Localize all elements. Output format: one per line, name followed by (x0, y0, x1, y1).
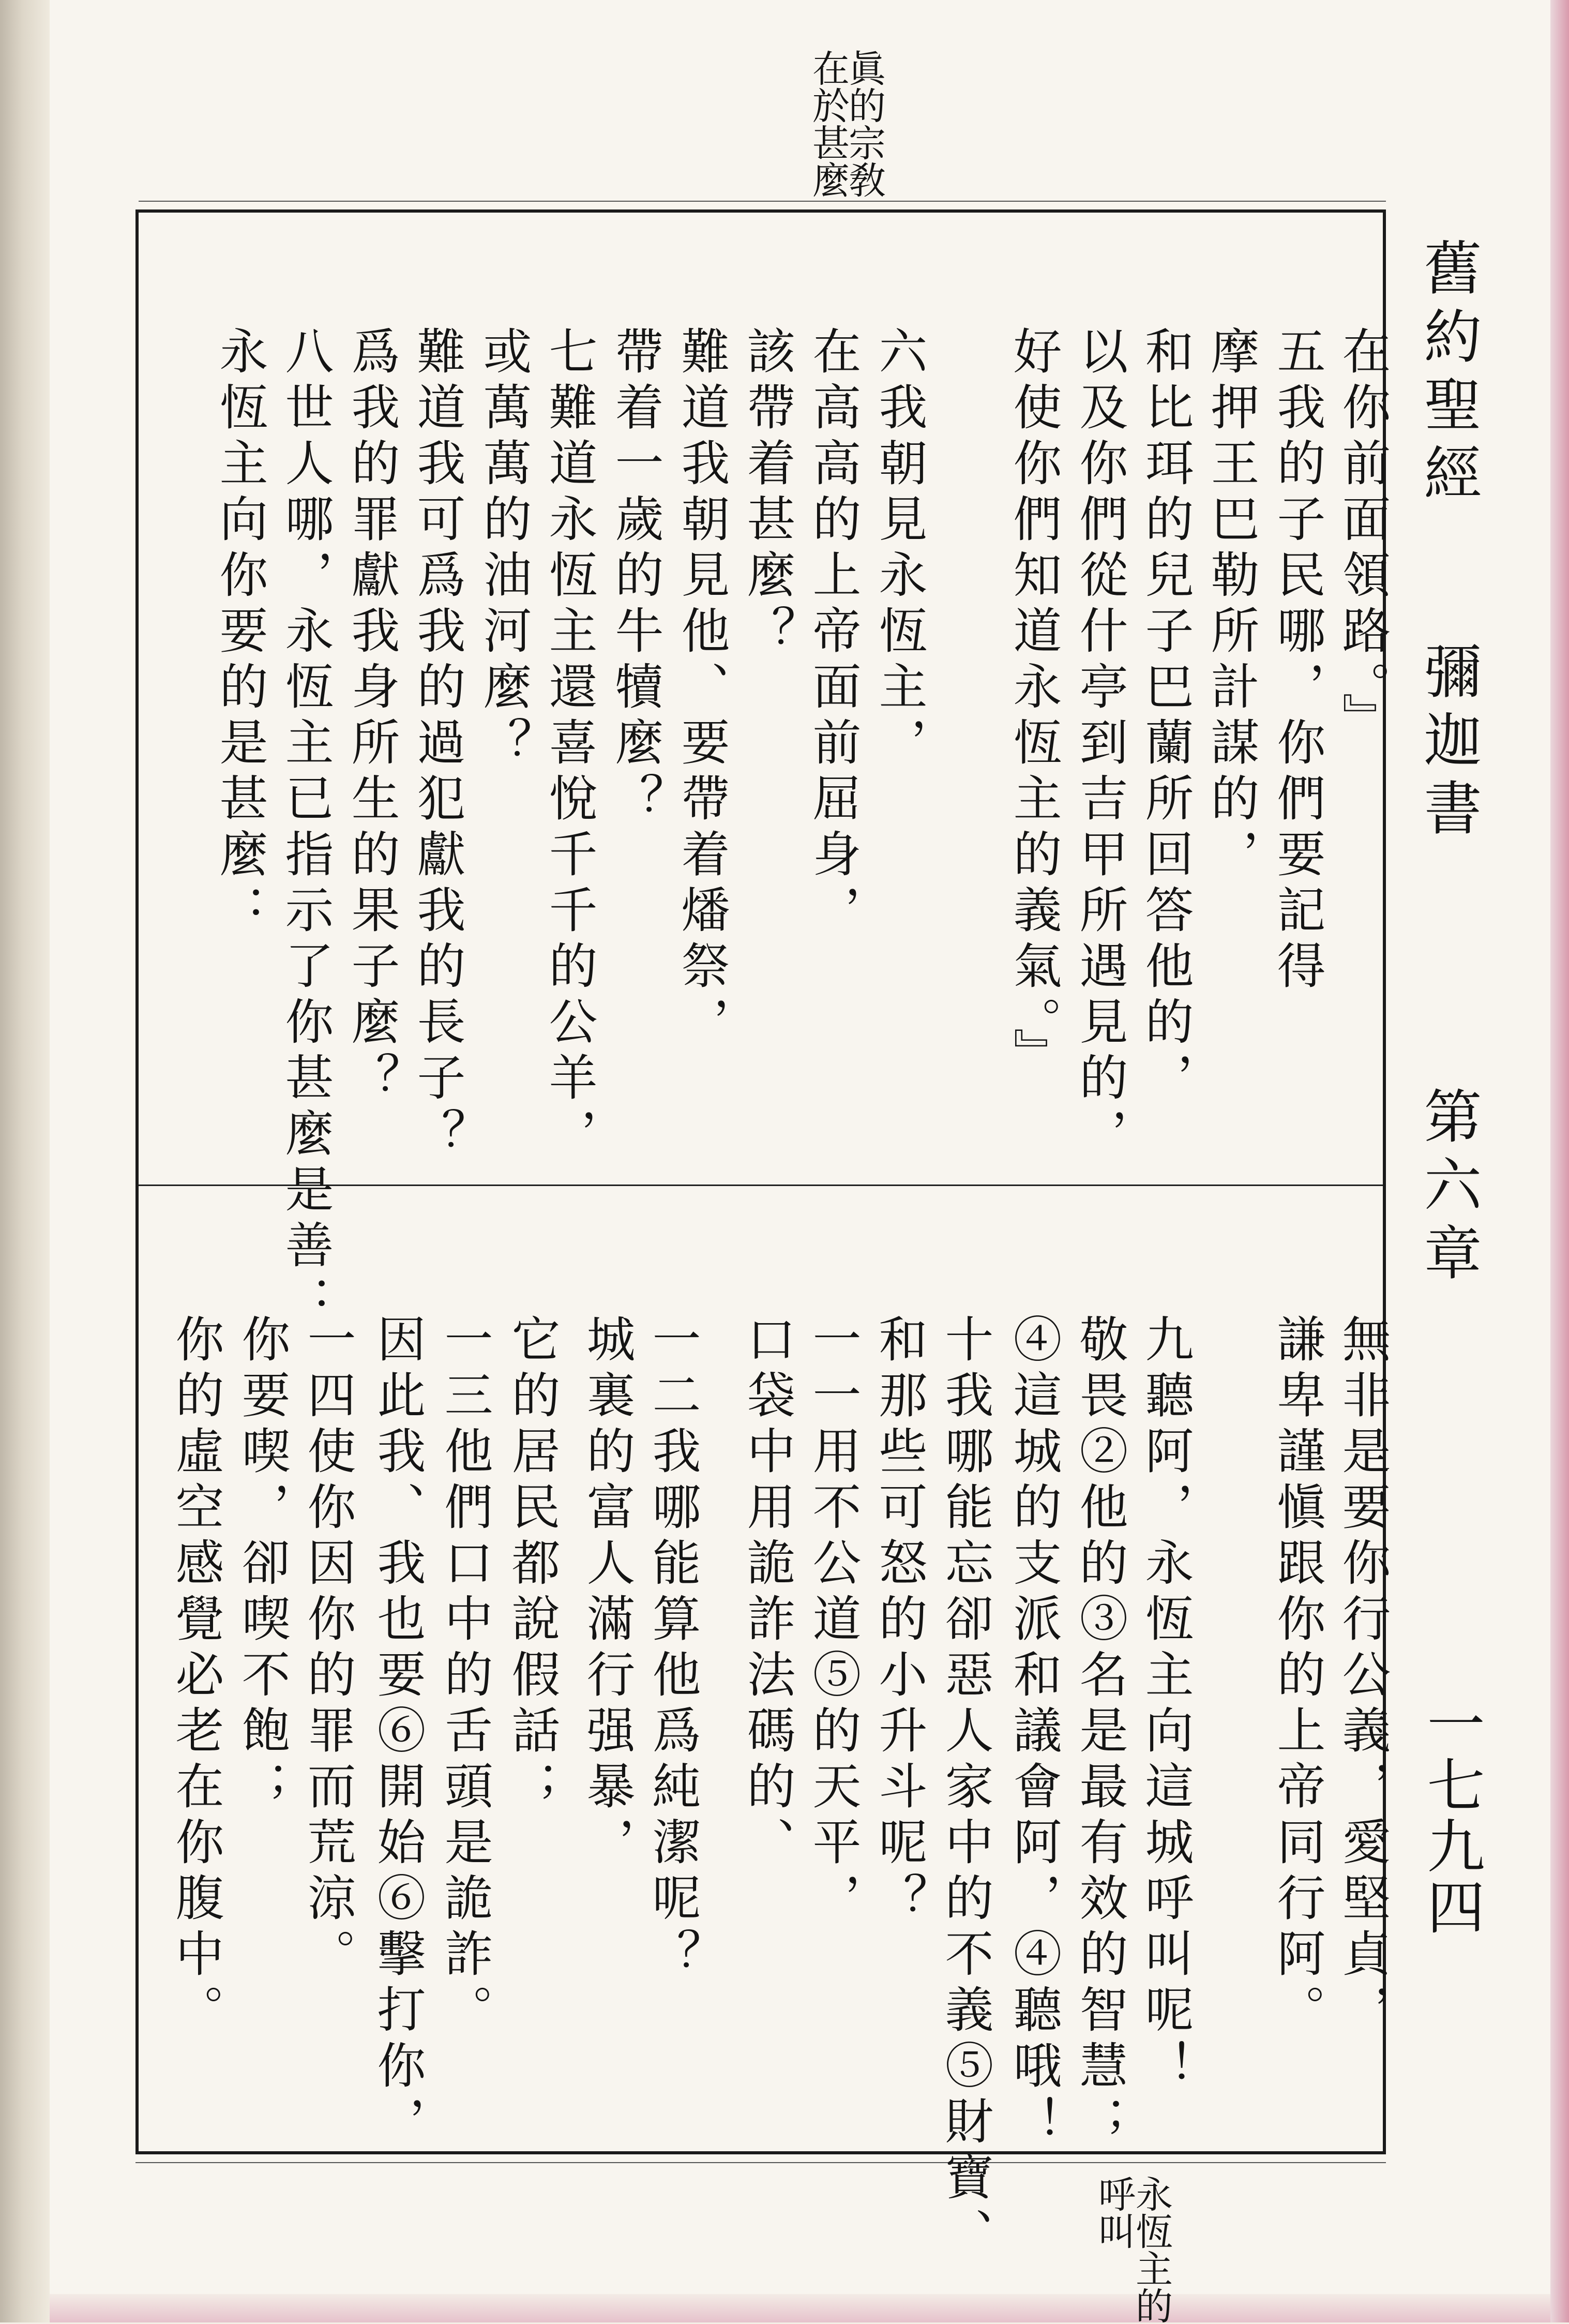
verse-line: 無非是要你行公義，愛堅貞， (1334, 1314, 1390, 2040)
verse-line: 一三他們口中的舌頭是詭詐。 (436, 1314, 492, 2040)
verse-line: 永恆主向你要的是甚麼： (211, 326, 267, 940)
verse-line: 一一用不公道⑤的天平， (804, 1314, 861, 1928)
verse-line: 在高高的上帝面前屈身， (804, 326, 861, 940)
verse-line: ④這城的支派和議會阿，④聽哦！ (1005, 1314, 1061, 2152)
side-topic-bottom-line-1: 永恆主的 (1129, 2175, 1173, 2324)
book-name: 彌迦書 (1414, 641, 1482, 846)
chapter-heading: 第六章 (1414, 1086, 1482, 1291)
verse-line: 七難道永恆主還喜悅千千的公羊， (540, 326, 597, 1164)
verse-line: 敬畏②他的③名是最有效的智慧； (1071, 1314, 1127, 2152)
verse-line: 難道我朝見他、要帶着燔祭， (673, 326, 729, 1052)
verse-line: 帶着一歲的牛犢麼？ (607, 326, 663, 829)
verse-line: 八世人哪，永恆主已指示了你甚麼是善： (277, 326, 333, 1331)
verse-line: 五我的子民哪，你們要記得 (1269, 326, 1325, 996)
verse-line: 該帶着甚麼？ (738, 326, 795, 661)
verse-line: 以及你們從什亭到吉甲所遇見的， (1071, 326, 1127, 1164)
verse-line: 和那些可怒的小升斗呢？ (870, 1314, 927, 1928)
verse-line: 六我朝見永恆主， (870, 326, 927, 773)
verse-line: 好使你們知道永恆主的義氣。』 (1005, 326, 1061, 1084)
verse-line: 因此我、我也要⑥開始⑥擊打你， (369, 1314, 425, 2152)
running-title: 舊約聖經 (1414, 238, 1482, 511)
verse-line: 城裏的富人滿行强暴， (578, 1314, 635, 1872)
page-number: 一七九四 (1417, 1694, 1485, 1938)
page-edge-bottom (50, 2294, 1550, 2322)
verse-line: 和比珥的兒子巴蘭所回答他的， (1137, 326, 1193, 1108)
verse-line: 在你前面領路。』 (1334, 326, 1390, 748)
verse-line: 謙卑謹愼跟你的上帝同行阿。 (1269, 1314, 1325, 2040)
bottom-rule (135, 2162, 1386, 2163)
verse-line: 或萬萬的油河麼？ (475, 326, 531, 773)
verse-line: 一四使你因你的罪而荒涼。 (299, 1314, 355, 1984)
verse-line: 十我哪能忘卻惡人家中的不義⑤財寶、 (937, 1314, 993, 2263)
verse-line: 口袋中用詭詐法碼的、 (738, 1314, 795, 1872)
verse-line: 九聽阿，永恆主向這城呼叫呢！ (1137, 1314, 1193, 2096)
side-topic-bottom-line-2: 呼叫 (1092, 2175, 1136, 2250)
verse-line: 一二我哪能算他爲純潔呢？ (644, 1314, 700, 1984)
verse-line: 你的虛空感覺必老在你腹中。 (167, 1314, 223, 2040)
verse-line: 爲我的罪獻我身所生的果子麼？ (343, 326, 399, 1108)
top-rule (139, 201, 1386, 202)
side-topic-top-line-2: 在於甚麼 (806, 49, 850, 198)
verse-line: 它的居民都說假話； (503, 1314, 560, 1817)
side-topic-top-line-1: 眞的宗敎 (842, 49, 886, 198)
verse-line: 你要喫，卻喫不飽； (233, 1314, 290, 1817)
verse-line: 難道我可爲我的過犯獻我的長子？ (409, 326, 465, 1164)
verse-line: 摩押王巴勒所計謀的， (1202, 326, 1259, 884)
